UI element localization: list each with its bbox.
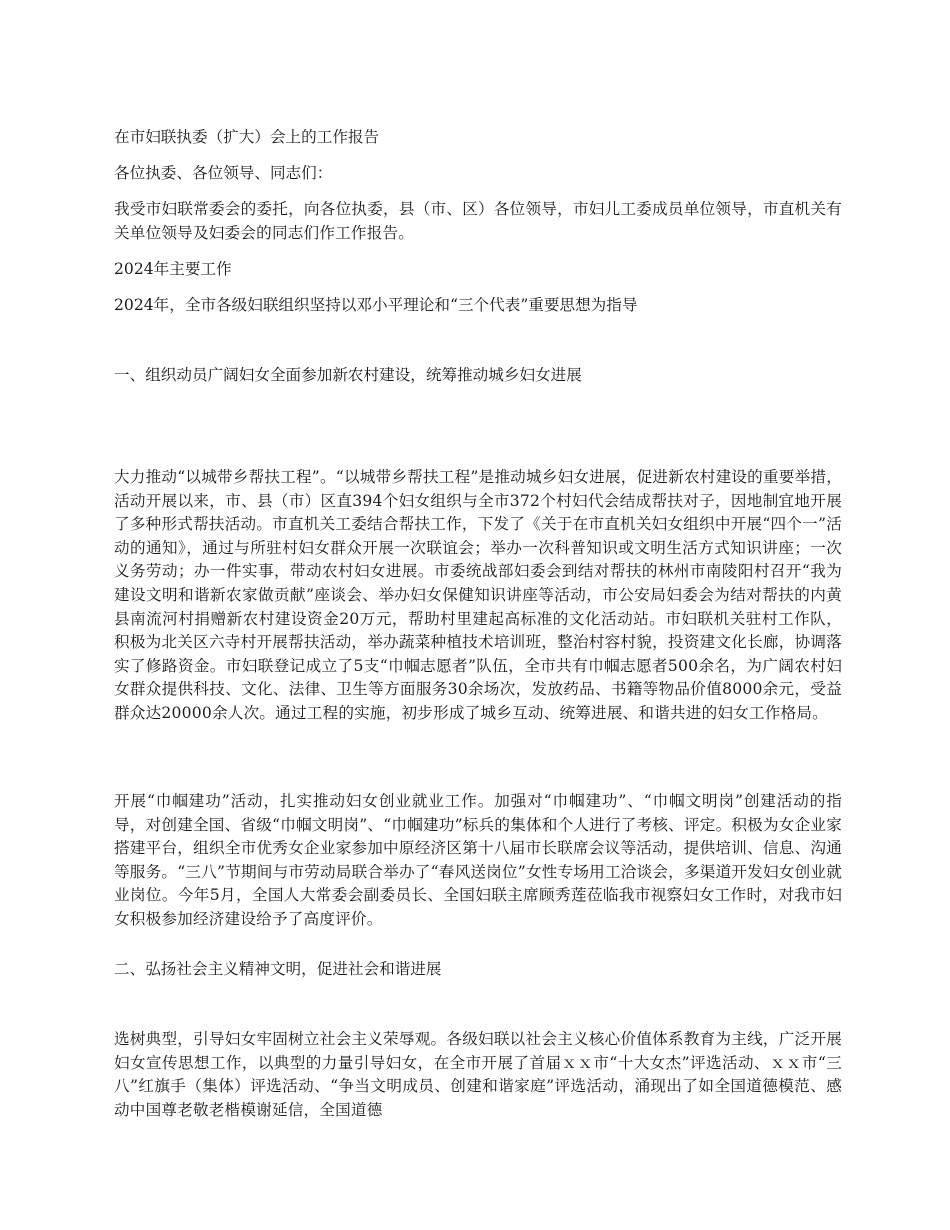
- heading-one: 一、组织动员广阔妇女全面参加新农村建设，统筹推动城乡妇女进展: [114, 366, 582, 384]
- paragraph-two: 开展“巾帼建功”活动，扎实推动妇女创业就业工作。加强对“巾帼建功”、“巾帼文明岗”创建活动的指导，对创建全国、省级“巾帼文明岗”、“巾帼建功”标兵的集体和个人进行了考核、评定。积极为女企业家搭建平台，组织全市优秀女企业家参加中原经济区第十八届市长联席会议等活动，提供培训、信息、沟通等服务。“三八”节期间与市劳动局联合举办了“春风送岗位”女性专场用工洽谈会，多渠道开发妇女创业就业岗位。今年5月，全国人大常委会副委员长、全国妇联主席顾秀莲莅临我市视察妇女工作时，对我市妇女积极参加经济建设给予了高度评价。: [114, 792, 842, 928]
- paragraph-three: 选树典型，引导妇女牢固树立社会主义荣辱观。各级妇联以社会主义核心价值体系教育为主线，广泛开展妇女宣传思想工作，以典型的力量引导妇女，在全市开展了首届ｘｘ市“十大女杰”评选活动、ｘｘ市“三八”红旗手（集体）评选活动、“争当文明成员、创建和谐家庭”评选活动，涌现出了如全国道德模范、感动中国尊老敬老楷模谢延信，全国道德: [114, 1030, 842, 1119]
- section-heading: 2024年主要工作: [114, 260, 232, 278]
- paragraph-one: 大力推动“以城带乡帮扶工程”。“以城带乡帮扶工程”是推动城乡妇女进展，促进新农村建设的重要举措，活动开展以来，市、县（市）区直394个妇女组织与全市372个村妇代会结成帮扶对子，因地制宜地开展了多种形式帮扶活动。市直机关工委结合帮扶工作，下发了《关于在市直机关妇女组织中开展“四个一”活动的通知》，通过与所驻村妇女群众开展一次联谊会；举办一次科普知识或文明生活方式知识讲座；一次义务劳动；办一件实事，带动农村妇女进展。市委统战部妇委会到结对帮扶的林州市南陵阳村召开“我为建设文明和谐新农家做贡献”座谈会、举办妇女保健知识讲座等活动，市公安局妇委会为结对帮扶的内黄县南流河村捐赠新农村建设资金20万元，帮助村里建起高标准的文化活动站。市妇联机关驻村工作队，积极为北关区六寺村开展帮扶活动，举办蔬菜种植技术培训班，整治村容村貌，投资建文化长廊，协调落实了修路资金。市妇联登记成立了5支“巾帼志愿者”队伍，全市共有巾帼志愿者500余名，为广阔农村妇女群众提供科技、文化、法律、卫生等方面服务30余场次，发放药品、书籍等物品价值8000余元，受益群众达20000余人次。通过工程的实施，初步形成了城乡互动、统筹进展、和谐共进的妇女工作格局。: [114, 468, 842, 722]
- intro-paragraph: 我受市妇联常委会的委托，向各位执委，县（市、区）各位领导，市妇儿工委成员单位领导，市直机关有关单位领导及妇委会的同志们作工作报告。: [114, 200, 842, 242]
- heading-two: 二、弘扬社会主义精神文明，促进社会和谐进展: [114, 960, 442, 978]
- section-intro: 2024年，全市各级妇联组织坚持以邓小平理论和“三个代表”重要思想为指导: [114, 296, 638, 314]
- salutation: 各位执委、各位领导、同志们：: [114, 164, 333, 182]
- document-title: 在市妇联执委（扩大）会上的工作报告: [114, 128, 380, 146]
